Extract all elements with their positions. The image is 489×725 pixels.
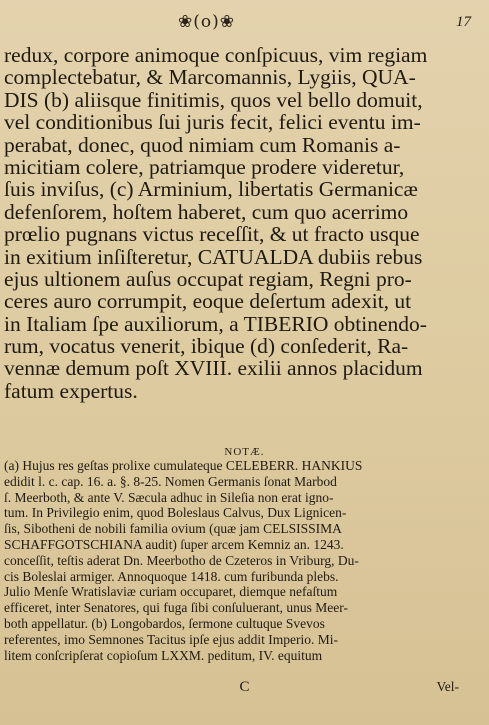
note-line: SCHAFFGOTSCHIANA audit) ſuper arcem Kemniz an. 1243. xyxy=(4,536,344,552)
note-line: conceſſit, teſtis aderat Dn. Meerbotho de Czeteros in Vriburg, Du- xyxy=(4,552,359,568)
note-line: ſ. Meerboth, & ante V. Sæcula adhuc in Sileſia non erat igno- xyxy=(4,489,334,505)
main-line: redux, corpore animoque conſpicuus, vim regiam xyxy=(4,43,428,67)
main-line: prœlio pugnans victus receſſit, & ut fracto usque xyxy=(4,222,420,247)
note-line: (a) Hujus res geſtas prolixe cumulateque CELEBERR. HANKIUS xyxy=(4,458,363,473)
header-ornament: ❀(o)❀ xyxy=(178,12,235,32)
main-line: ſuis inviſus, (c) Arminium, libertatis Germanicæ xyxy=(4,177,418,202)
note-line: efficeret, inter Senatores, qui fuga ſibi conſuluerant, unus Meer- xyxy=(4,600,348,616)
main-line: DIS (b) aliisque finitimis, quos vel bello domuit, xyxy=(4,87,423,112)
notes-heading: NOTÆ. xyxy=(224,446,265,458)
main-line: fatum expertus. xyxy=(4,378,138,403)
note-line: Julio Menſe Wratislaviæ curiam occuparet, diemque nefaſtum xyxy=(4,584,338,600)
main-line: vennæ demum poſt XVIII. exilii annos placidum xyxy=(4,356,423,381)
main-line: defenſorem, hoſtem haberet, cum quo acerrimo xyxy=(4,199,409,224)
catchword: Vel- xyxy=(436,679,459,694)
main-text xyxy=(4,44,452,402)
footnotes xyxy=(4,458,456,663)
note-line: edidit l. c. cap. 16. a. §. 8-25. Nomen Germanis ſonat Marbod xyxy=(4,473,337,489)
signature-mark: C xyxy=(239,679,250,695)
main-line: micitiam colere, patriamque prodere videretur, xyxy=(4,154,405,179)
note-line: litem conſcripſerat copioſum LXXM. peditum, IV. equitum xyxy=(4,647,323,663)
note-line: cis Boleslai armiger. Annoquoque 1418. cum furibunda plebs. xyxy=(4,568,339,584)
main-line: complectebatur, & Marcomannis, Lygiis, QUA- xyxy=(4,65,416,90)
note-line: ſis, Sibotheni de nobili familia ovium (quæ jam CELSISSIMA xyxy=(4,521,342,537)
note-line: both appellatur. (b) Longobardos, ſermone cultuque Svevos xyxy=(4,615,325,631)
main-line: perabat, donec, quod nimiam cum Romanis a- xyxy=(4,132,401,157)
main-line: in exitium inſiſteretur, CATUALDA dubiis rebus xyxy=(4,244,423,269)
note-line: tum. In Privilegio enim, quod Boleslaus Calvus, Dux Lignicen- xyxy=(4,505,347,521)
main-line: in Italiam ſpe auxiliorum, a TIBERIO obtinendo- xyxy=(4,311,427,336)
note-line: referentes, imo Semnones Tacitus ipſe ejus addit Imperio. Mi- xyxy=(4,631,338,647)
page-number: 17 xyxy=(456,14,471,30)
main-line: ejus ultionem auſus occupat regiam, Regni pro- xyxy=(4,266,412,291)
main-line: ceres auro corrumpit, eoque deſertum adexit, ut xyxy=(4,289,412,314)
page-header xyxy=(0,8,489,38)
main-line: vel conditionibus ſui juris fecit, felici eventu im- xyxy=(4,110,421,135)
main-line: rum, vocatus venerit, ibique (d) conſederit, Ra- xyxy=(4,334,409,359)
